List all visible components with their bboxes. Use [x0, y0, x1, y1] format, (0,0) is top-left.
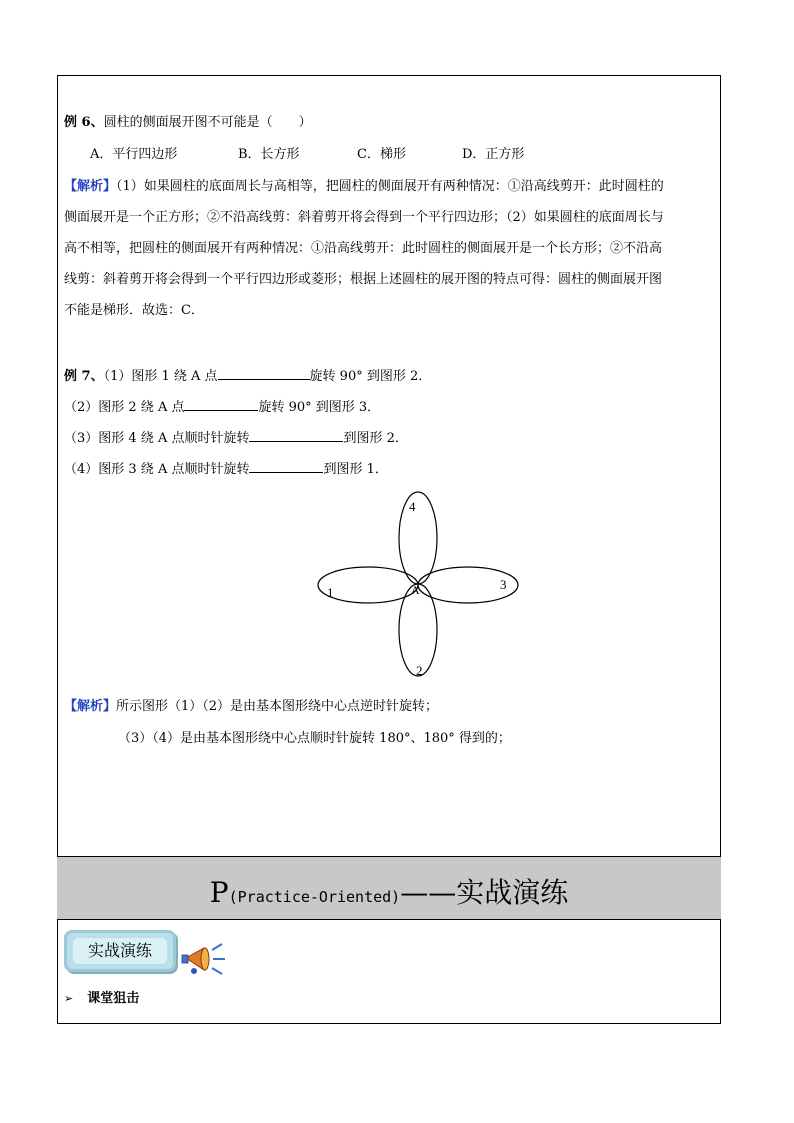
label-3: 3: [500, 577, 507, 592]
example-7-q3: [64, 427, 408, 448]
label-4: 4: [409, 499, 416, 514]
section-banner: [57, 856, 721, 920]
analysis-6-line-3: 高不相等，把圆柱的侧面展开有两种情况：①沿高线剪开：此时圆柱的侧面展开是一个长方形；②不沿高: [64, 241, 663, 256]
practice-badge: [64, 930, 176, 972]
example-7-label: 例 7、: [64, 369, 104, 384]
banner-title: ——实战演练: [400, 876, 569, 909]
answer-blank-1[interactable]: [218, 365, 310, 380]
option-c: C．梯形: [357, 147, 406, 162]
answer-blank-4[interactable]: [249, 458, 323, 473]
analysis-text: （1）如果圆柱的底面周长与高相等，把圆柱的侧面展开有两种情况：①沿高线剪开：此时圆柱的: [116, 179, 664, 194]
option-a: A．平行四边形: [90, 147, 178, 162]
analysis-text: 所示图形（1）（2）是由基本图形绕中心点逆时针旋转；: [116, 699, 439, 714]
answer-blank-3[interactable]: [249, 427, 343, 442]
example-7-q2: [64, 396, 380, 417]
example-6-text: 圆柱的侧面展开图不可能是（ ）: [103, 115, 312, 130]
q4-text: （4）图形 3 绕 A 点顺时针旋转: [64, 462, 250, 477]
rotation-figure: [300, 480, 540, 690]
banner-subtitle: (Practice-Oriented): [228, 888, 401, 906]
analysis-6-line-1: [64, 178, 664, 196]
example-7-q4: [64, 458, 388, 479]
analysis-7-line-1: [64, 698, 438, 716]
analysis-tag: 【解析】: [64, 699, 117, 714]
q3-tail: 到图形 2．: [343, 431, 408, 446]
label-A: A: [411, 583, 420, 597]
analysis-6-line-5: 不能是梯形．故选：C．: [64, 303, 204, 318]
petal-4: [399, 492, 437, 584]
section-title: 课堂狙击: [87, 991, 140, 1006]
answer-blank-2[interactable]: [184, 396, 258, 411]
q3-text: （3）图形 4 绕 A 点顺时针旋转: [64, 431, 250, 446]
example-6-question: [64, 114, 312, 132]
badge-label: 实战演练: [73, 938, 167, 964]
option-b: B．长方形: [238, 147, 300, 162]
analysis-7-line-2: （3）（4）是由基本图形绕中心点顺时针旋转 180°、180° 得到的；: [118, 731, 511, 746]
option-d: D．正方形: [462, 147, 525, 162]
label-2: 2: [416, 663, 423, 678]
arrow-icon: ➢: [64, 992, 74, 1005]
q1-text: （1）图形 1 绕 A 点: [103, 369, 218, 384]
analysis-6-line-4: 线剪：斜着剪开将会得到一个平行四边形或菱形；根据上述圆柱的展开图的特点可得：圆柱的侧面展开图: [64, 272, 663, 287]
q2-tail: 旋转 90° 到图形 3．: [258, 400, 381, 415]
example-7-q1: [64, 365, 431, 386]
q1-tail: 旋转 90° 到图形 2．: [309, 369, 432, 384]
q2-text: （2）图形 2 绕 A 点: [64, 400, 185, 415]
example-6-label: 例 6、: [64, 115, 104, 130]
section-heading: [64, 990, 139, 1008]
q4-tail: 到图形 1．: [323, 462, 388, 477]
label-1: 1: [327, 585, 334, 600]
megaphone-icon: [180, 940, 230, 978]
analysis-6-line-2: 侧面展开是一个正方形；②不沿高线剪：斜着剪开将会得到一个平行四边形；（2）如果圆柱的底面周长与: [64, 210, 664, 225]
banner-p: P: [209, 876, 229, 909]
analysis-tag: 【解析】: [64, 179, 117, 194]
